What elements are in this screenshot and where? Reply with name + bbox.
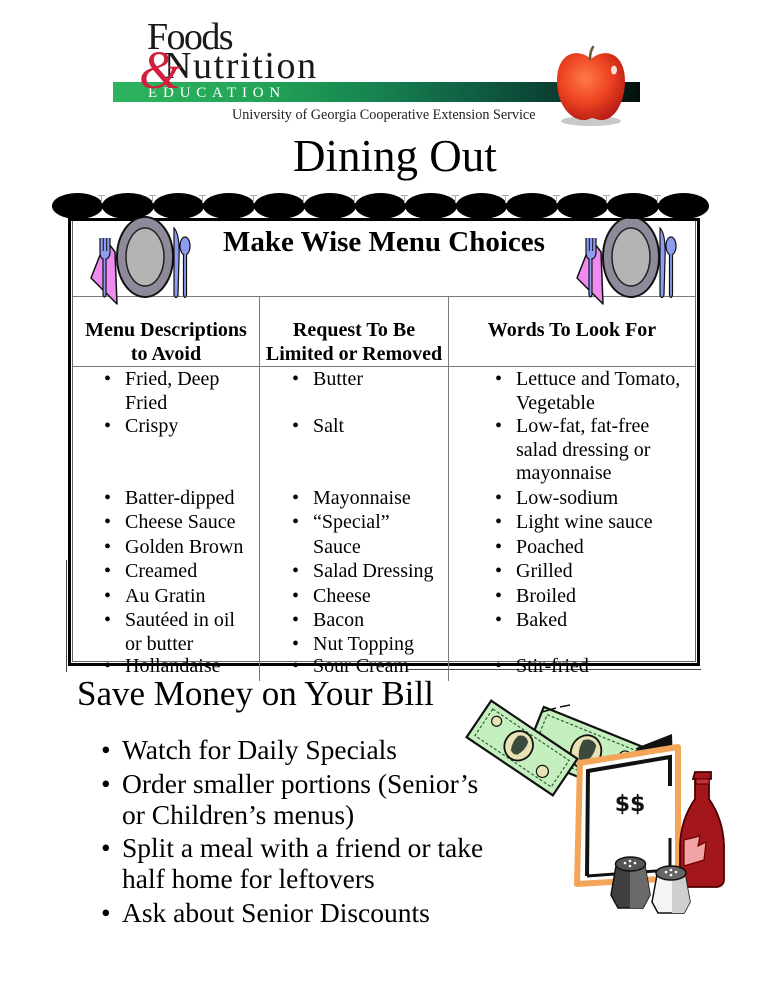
table-row (73, 367, 695, 415)
list-item: • Baked (516, 608, 690, 632)
table-row (73, 415, 695, 486)
list-item: • Lettuce and Tomato, Vegetable (516, 368, 690, 415)
place-setting-icon (572, 214, 677, 306)
table-cell (448, 654, 695, 681)
page-title: Dining Out (293, 131, 497, 181)
logo-band-text: EDUCATION (148, 85, 287, 101)
scallop-segment (607, 193, 658, 219)
scallop-segment (102, 193, 153, 219)
list-item: • Golden Brown (125, 535, 251, 559)
list-item: • Light wine sauce (516, 510, 690, 534)
menu-choices-box-inner (72, 221, 696, 677)
logo-word-nutrition: Nutrition (164, 45, 318, 87)
list-item: • Salt (313, 415, 440, 439)
logo-word-foods: Foods (147, 16, 232, 58)
list-item: • Stir-fried (516, 654, 690, 678)
scallop-segment (355, 193, 406, 219)
place-setting-icon (86, 214, 191, 306)
save-money-heading: Save Money on Your Bill (77, 674, 434, 713)
pepper-shaker-icon (611, 857, 650, 908)
list-item: • Cheese (313, 584, 440, 608)
logo-organization: University of Georgia Cooperative Extension Service (232, 107, 536, 123)
scallop-awning-border (52, 193, 708, 219)
box-shadow-line (66, 560, 67, 672)
list-item: • Low-sodium (516, 486, 690, 510)
list-item: • Sour Cream (313, 654, 440, 678)
table-cell (73, 486, 259, 657)
table-cell (259, 486, 448, 657)
ketchup-bottle-icon (680, 772, 724, 887)
table-cell (73, 367, 259, 415)
list-item: • “Special” Sauce (313, 510, 440, 559)
table-cell (448, 367, 695, 415)
scallop-segment (254, 193, 305, 219)
table-cell (448, 415, 695, 486)
table-body (73, 367, 695, 681)
list-item: • Salad Dressing (313, 559, 440, 583)
table-header-row (73, 297, 695, 367)
list-item: • Mayonnaise (313, 486, 440, 510)
dining-bill-illustration (460, 690, 735, 920)
list-item: • Crispy (125, 415, 251, 439)
table-cell (73, 415, 259, 486)
list-item: • Batter-dipped (125, 486, 251, 510)
scallop-segment (506, 193, 557, 219)
scallop-segment (405, 193, 456, 219)
list-item: • Butter (313, 368, 440, 392)
menu-choices-title: Make Wise Menu Choices (223, 226, 545, 258)
list-item: • Bacon (313, 608, 440, 632)
list-item: • Low-fat, fat-free salad dressing or mayonnaise (516, 415, 690, 486)
scallop-segment (153, 193, 204, 219)
list-item: • Hollandaise (125, 654, 251, 678)
table-row (73, 486, 695, 657)
column-header: Menu Descriptions to Avoid (85, 319, 247, 365)
scallop-segment (304, 193, 355, 219)
list-item: • Nut Topping (313, 632, 440, 656)
save-money-list (122, 734, 494, 930)
list-item: • Split a meal with a friend or take half home for leftovers (122, 832, 494, 894)
scallop-segment (557, 193, 608, 219)
list-item: • Watch for Daily Specials (122, 734, 494, 765)
list-item: • Cheese Sauce (125, 510, 251, 534)
salt-shaker-icon (652, 866, 690, 913)
logo-ampersand: & (139, 40, 182, 100)
column-header: Words To Look For (448, 297, 695, 366)
table-cell (448, 486, 695, 657)
table-cell (259, 367, 448, 415)
column-header: Request To Be Limited or Removed (259, 297, 448, 366)
list-item: • Broiled (516, 584, 690, 608)
table-cell (259, 415, 448, 486)
menu-choices-header-band (73, 221, 695, 297)
list-item: • Sautéed in oil or butter (125, 608, 251, 657)
list-item: • Order smaller portions (Senior’s or Children’s menus) (122, 768, 494, 830)
scallop-segment (52, 193, 103, 219)
scallop-segment (456, 193, 507, 219)
apple-icon (545, 35, 635, 130)
list-item: • Fried, Deep Fried (125, 368, 251, 415)
menu-choices-box (68, 218, 700, 677)
list-item: • Ask about Senior Discounts (122, 897, 494, 928)
list-item: • Grilled (516, 559, 690, 583)
list-item: • Au Gratin (125, 584, 251, 608)
list-item: • Poached (516, 535, 690, 559)
scallop-segment (658, 193, 709, 219)
list-item: • Creamed (125, 559, 251, 583)
menu-card-label: $$ (614, 792, 646, 817)
scallop-segment (203, 193, 254, 219)
